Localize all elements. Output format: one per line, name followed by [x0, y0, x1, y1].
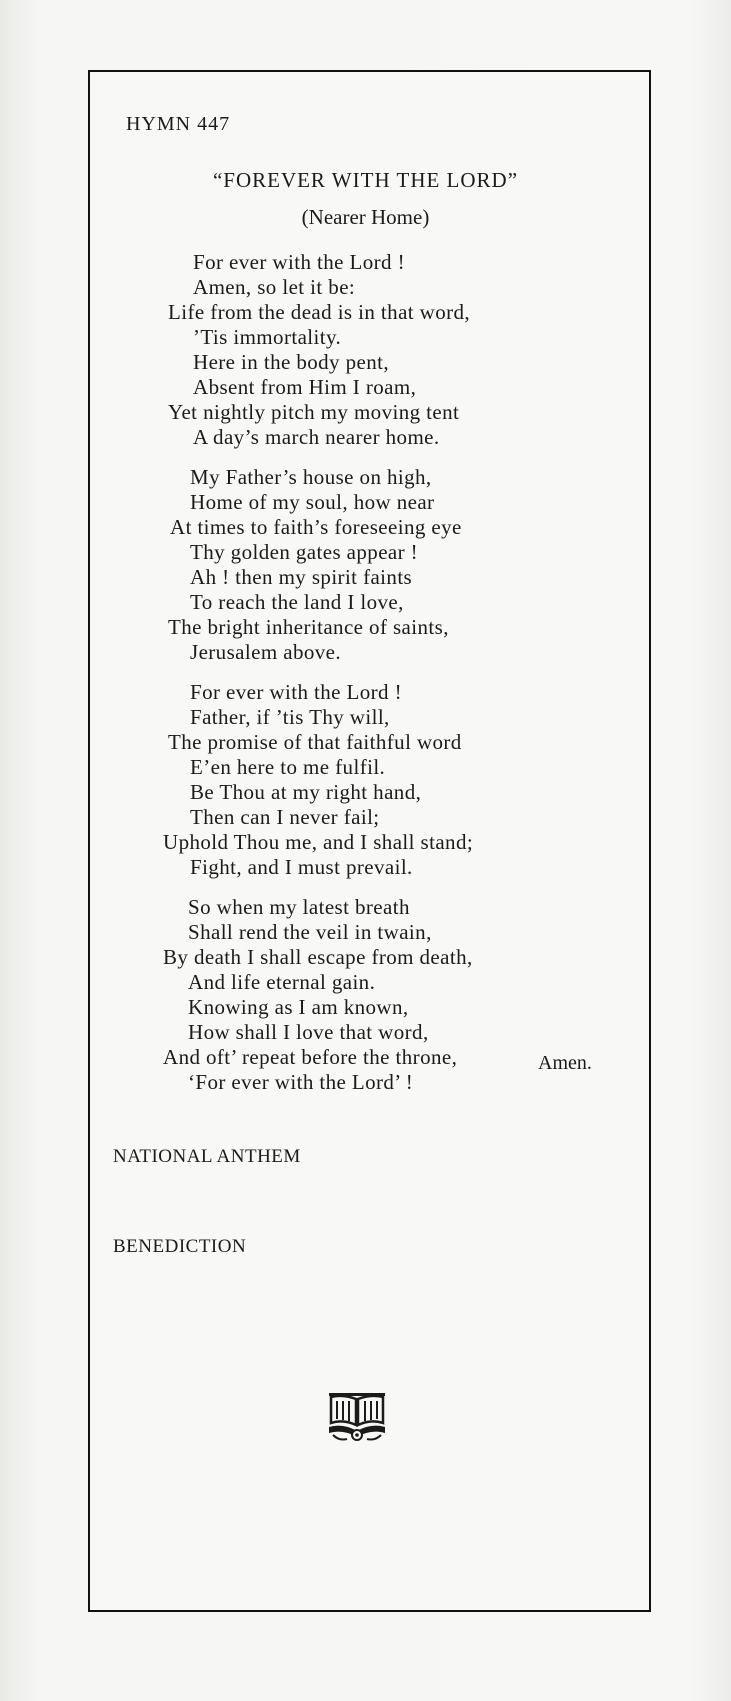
- verse-line: And oft’ repeat before the throne,: [163, 1045, 458, 1069]
- verse-line: Amen, so let it be:: [193, 275, 356, 299]
- verse-line: Then can I never fail;: [190, 805, 380, 829]
- verse-line: Shall rend the veil in twain,: [188, 920, 432, 944]
- verse-line: Uphold Thou me, and I shall stand;: [163, 830, 474, 854]
- verse-line: How shall I love that word,: [188, 1020, 429, 1044]
- amen-text: Amen.: [538, 1052, 592, 1074]
- verse-line: Absent from Him I roam,: [193, 375, 417, 399]
- verse-line: For ever with the Lord !: [193, 250, 405, 274]
- verse-line: Be Thou at my right hand,: [190, 780, 422, 804]
- verse-line: ’Tis immortality.: [193, 325, 342, 349]
- verse-line: Yet nightly pitch my moving tent: [168, 400, 460, 424]
- verse-line: So when my latest breath: [188, 895, 410, 919]
- verse-line: My Father’s house on high,: [190, 465, 432, 489]
- verse-line: The bright inheritance of saints,: [168, 615, 449, 639]
- open-bible-icon: [325, 1389, 389, 1449]
- verse-line: And life eternal gain.: [188, 970, 376, 994]
- verse-line: By death I shall escape from death,: [163, 945, 473, 969]
- verse-line: Home of my soul, how near: [190, 490, 435, 514]
- verse-line: ‘For ever with the Lord’ !: [188, 1070, 414, 1094]
- verse-line: Life from the dead is in that word,: [168, 300, 471, 324]
- verse-line: Jerusalem above.: [190, 640, 342, 664]
- verse-line: Knowing as I am known,: [188, 995, 409, 1019]
- verse-line: To reach the land I love,: [190, 590, 404, 614]
- verse-line: Ah ! then my spirit faints: [190, 565, 413, 589]
- verse-line: A day’s march nearer home.: [193, 425, 440, 449]
- hymn-title: “FOREVER WITH THE LORD”: [212, 168, 519, 192]
- benediction-heading: BENEDICTION: [113, 1236, 247, 1257]
- verse-line: Here in the body pent,: [193, 350, 389, 374]
- verse-line: Fight, and I must prevail.: [190, 855, 413, 879]
- verse-line: At times to faith’s foreseeing eye: [170, 515, 462, 539]
- verse-line: Thy golden gates appear !: [190, 540, 419, 564]
- verse-line: E’en here to me fulfil.: [190, 755, 386, 779]
- hymn-number: HYMN 447: [126, 113, 231, 135]
- hymn-subtitle: (Nearer Home): [301, 205, 430, 229]
- verse-line: Father, if ’tis Thy will,: [190, 705, 390, 729]
- national-anthem-heading: NATIONAL ANTHEM: [113, 1146, 301, 1167]
- verse-line: For ever with the Lord !: [190, 680, 402, 704]
- verse-line: The promise of that faithful word: [168, 730, 462, 754]
